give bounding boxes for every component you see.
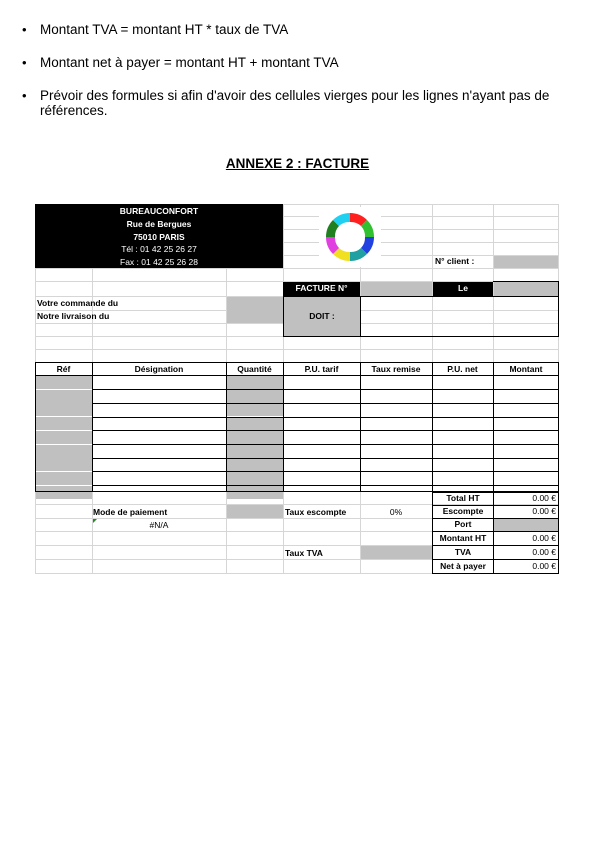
quantite-cell[interactable]	[227, 472, 283, 485]
column-header-quantite: Quantité	[237, 364, 272, 374]
ref-cell[interactable]	[36, 390, 92, 403]
total-label: TVA	[454, 547, 472, 557]
column-header-pu-tarif: P.U. tarif	[304, 364, 339, 374]
annexe-title: ANNEXE 2 : FACTURE	[225, 156, 370, 171]
row-separator	[92, 458, 559, 459]
company-phone: Tél : 01 42 25 26 27	[121, 244, 197, 255]
votre-commande-label: Votre commande du	[37, 298, 119, 308]
ref-cell[interactable]	[36, 431, 92, 444]
quantite-cell[interactable]	[227, 390, 283, 403]
facture-label: FACTURE N°	[283, 282, 360, 296]
quantite-cell[interactable]	[227, 417, 283, 430]
total-value[interactable]: 0.00 €	[532, 547, 556, 557]
column-header-pu-net: P.U. net	[447, 364, 478, 374]
row-separator	[92, 403, 559, 404]
recycle-arrows-circle-icon	[319, 207, 381, 267]
quantite-cell[interactable]	[227, 431, 283, 444]
company-street: Rue de Bergues	[126, 218, 192, 229]
ref-cell[interactable]	[36, 376, 92, 389]
taux-tva-field[interactable]	[361, 546, 432, 559]
invoice-sheet	[35, 204, 559, 574]
quantite-cell[interactable]	[227, 376, 283, 389]
company-city: 75010 PARIS	[133, 231, 185, 242]
doit-box: DOIT :	[283, 296, 361, 337]
total-label: Montant HT	[439, 533, 487, 543]
taux-escompte-label: Taux escompte	[285, 507, 347, 517]
ref-cell[interactable]	[36, 472, 92, 485]
row-separator	[92, 471, 559, 472]
column-header-designation: Désignation	[134, 364, 184, 374]
note-montant-tva: • Montant TVA = montant HT * taux de TVA	[22, 22, 582, 37]
taux-tva-label: Taux TVA	[285, 548, 323, 558]
total-label: Escompte	[442, 506, 484, 516]
quantite-cell[interactable]	[227, 458, 283, 471]
quantite-cell[interactable]	[227, 403, 283, 416]
notre-livraison-label: Notre livraison du	[37, 311, 110, 321]
taux-escompte-value[interactable]: 0%	[389, 507, 403, 517]
note-formules: • Prévoir des formules si afin d'avoir des cellules vierges pour les lignes n'ayant pas de références.	[22, 88, 582, 118]
no-client-field[interactable]	[494, 256, 558, 268]
total-value[interactable]: 0.00 €	[532, 493, 556, 503]
total-label: Total HT	[446, 493, 480, 503]
facture-number-field[interactable]	[361, 282, 432, 296]
company-address-block	[35, 204, 283, 268]
ref-cell[interactable]	[36, 445, 92, 458]
ref-cell[interactable]	[36, 403, 92, 416]
column-header-montant: Montant	[509, 364, 543, 374]
row-separator	[92, 444, 559, 445]
row-separator	[92, 430, 559, 431]
total-value[interactable]	[494, 518, 558, 531]
total-value[interactable]: 0.00 €	[532, 561, 556, 571]
quantite-cell[interactable]	[227, 445, 283, 458]
no-client-label: N° client :	[435, 256, 475, 266]
column-header-taux-remise: Taux remise	[371, 364, 421, 374]
row-separator	[92, 485, 559, 486]
total-label: Port	[454, 519, 472, 529]
date-label: Le	[433, 282, 493, 296]
company-fax: Fax : 01 42 25 26 28	[120, 257, 198, 268]
row-separator	[92, 417, 559, 418]
ref-cell[interactable]	[36, 458, 92, 471]
column-header-ref: Réf	[56, 364, 71, 374]
mode-paiement-value: #N/A	[149, 520, 169, 530]
total-value[interactable]: 0.00 €	[532, 533, 556, 543]
formula-notes	[22, 22, 582, 136]
ref-cell[interactable]	[36, 486, 92, 499]
logo	[319, 207, 381, 267]
note-net-a-payer: • Montant net à payer = montant HT + montant TVA	[22, 55, 582, 70]
mode-paiement-label: Mode de paiement	[93, 507, 168, 517]
customer-address-box[interactable]	[360, 296, 559, 337]
date-field[interactable]	[494, 282, 558, 296]
ref-cell[interactable]	[36, 417, 92, 430]
row-separator	[92, 389, 559, 390]
company-name: BUREAUCONFORT	[119, 206, 199, 216]
quantite-cell[interactable]	[227, 486, 283, 499]
total-label: Net à payer	[440, 561, 486, 571]
commande-date-field[interactable]	[227, 297, 283, 323]
mode-paiement-field[interactable]	[227, 505, 283, 518]
gridline	[35, 349, 559, 350]
total-value[interactable]: 0.00 €	[532, 506, 556, 516]
